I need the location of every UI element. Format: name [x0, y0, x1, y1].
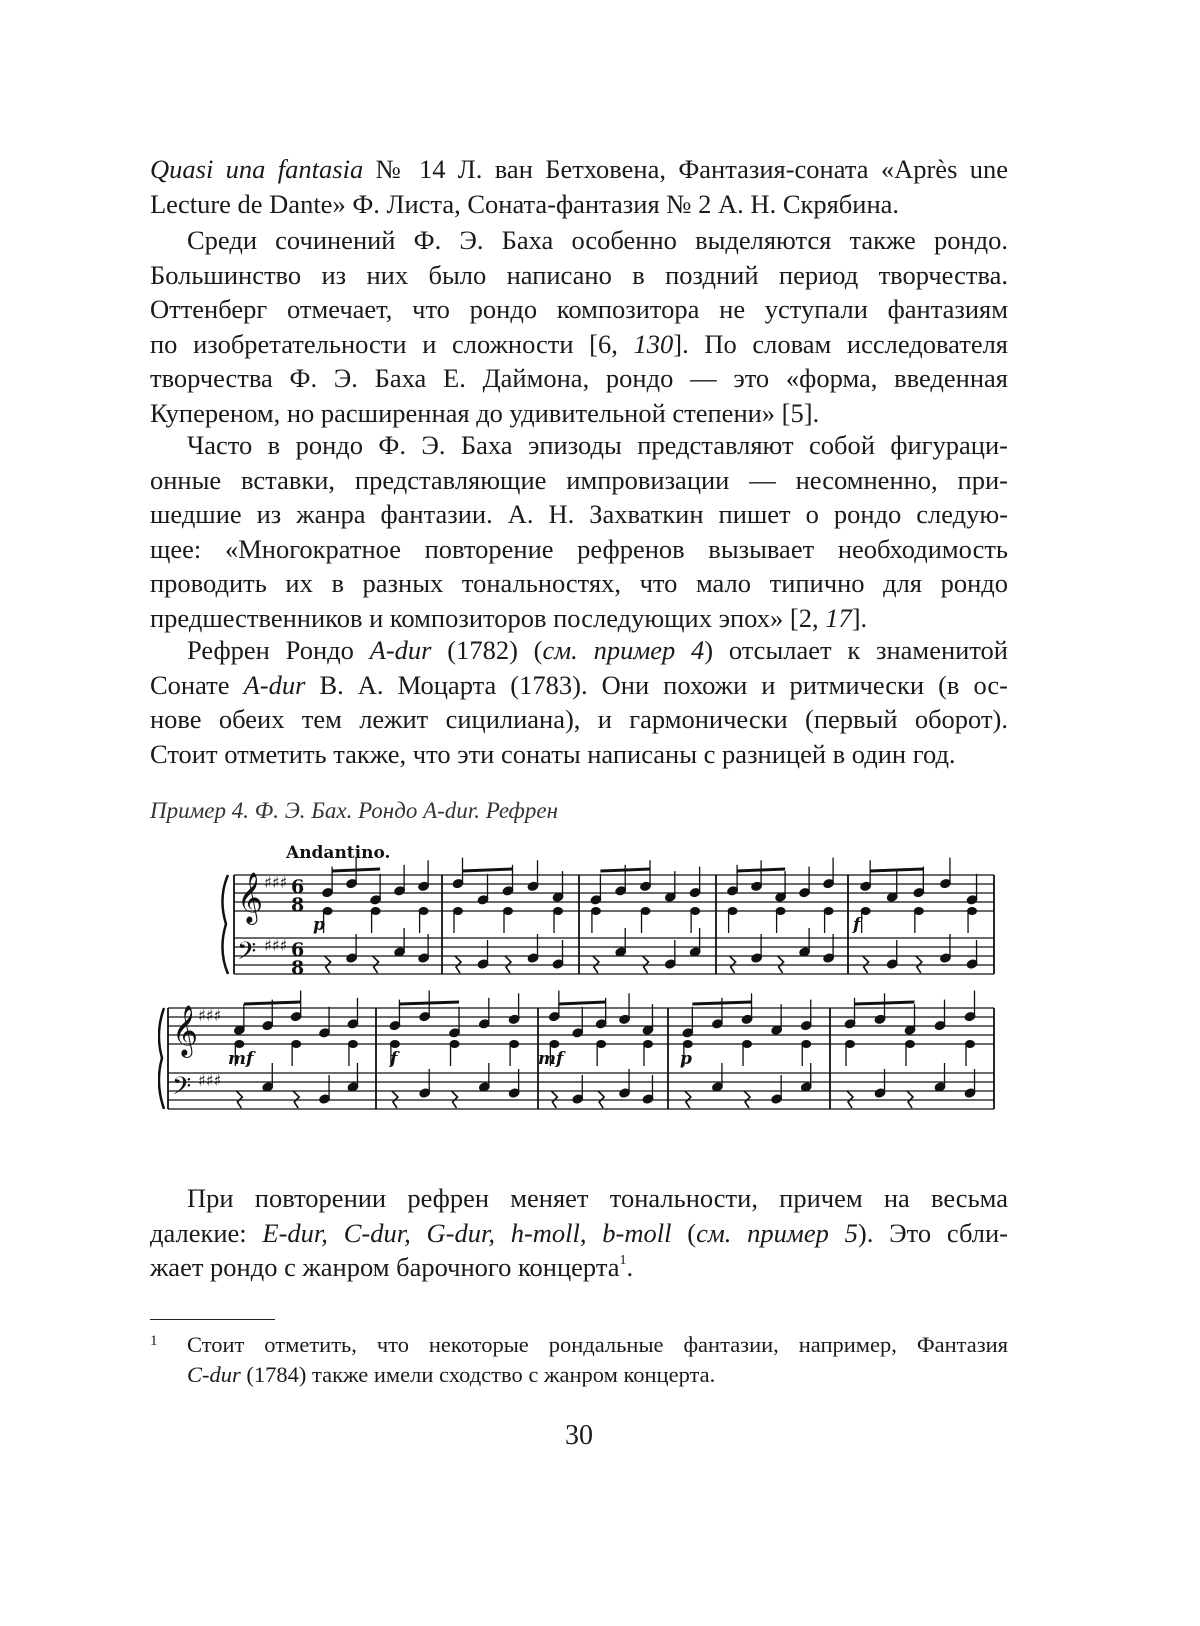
note-head — [348, 1041, 357, 1048]
text-line: творчества Ф. Э. Баха Е. Даймона, рондо — это «форма, введенная — [150, 363, 1008, 393]
note-head — [846, 1041, 855, 1048]
text-line: щее: «Многократное повторение рефренов вызывает необходимость — [150, 533, 1008, 564]
note-head — [450, 1041, 459, 1048]
text-line: по изобретательности и сложности [6, 130]. По словам исследователя — [150, 328, 1008, 359]
note-head — [968, 908, 977, 915]
note-beam — [600, 869, 650, 871]
note-head — [591, 908, 600, 915]
dynamic-marking: f — [853, 915, 861, 935]
text-line: C-dur (1784) также имели сходство с жанром концерта. — [187, 1362, 716, 1387]
note-beam — [463, 869, 513, 871]
dynamic-marking: f — [390, 1049, 398, 1069]
footnote-number: 1 — [150, 1333, 158, 1349]
bass-clef-icon: 𝄢 — [237, 937, 257, 972]
note-beam — [692, 1002, 751, 1004]
note-head — [292, 1041, 301, 1048]
text-line: проводить их в разных тональностях, что мало типично для рондо — [150, 568, 1008, 598]
tempo-marking: Andantino. — [286, 843, 391, 863]
note-beam — [737, 869, 785, 871]
paragraph-1 — [150, 152, 1008, 221]
note-head — [906, 1041, 915, 1048]
dynamic-marking: mf — [228, 1049, 254, 1069]
note-head — [802, 1041, 811, 1048]
bass-clef-icon: 𝄢 — [172, 1072, 192, 1107]
text-line: Большинство из них было написано в поздний период творчества. — [150, 259, 1008, 290]
note-beam — [332, 869, 380, 871]
treble-clef-icon: 𝄞 — [172, 1005, 199, 1056]
time-signature: 8 — [291, 957, 305, 979]
note-beam — [399, 1002, 459, 1004]
note-head — [966, 1041, 975, 1048]
time-signature: 6 — [291, 876, 305, 898]
text-line: Оттенберг отмечает, что рондо композитора не уступали фантазиям — [150, 294, 1008, 324]
treble-clef-icon: 𝄞 — [237, 872, 264, 923]
paragraph-2 — [150, 223, 1008, 430]
dynamic-marking: p — [313, 915, 325, 935]
text-line: предшественников и композиторов последующих эпох» [2, 17]. — [150, 602, 868, 633]
text-line: Рефрен Рондо A-dur (1782) (см. пример 4) отсылает к знаменитой — [187, 635, 1008, 665]
note-head — [641, 908, 650, 915]
text-line: жает рондо с жанром барочного концерта$^1$. — [150, 1252, 634, 1282]
text-line: нове обеих тем лежит сицилиана), и гармонически (первый оборот). — [150, 704, 1008, 734]
note-head — [454, 908, 463, 915]
note-head — [691, 908, 700, 915]
note-head — [390, 1041, 399, 1048]
brace — [222, 875, 228, 974]
sharp-icon: ♯♯♯ — [198, 1071, 222, 1090]
figure-caption: Пример 4. Ф. Э. Бах. Рондо A-dur. Рефрен — [150, 798, 559, 823]
brace — [159, 1008, 164, 1109]
note-head — [510, 1041, 519, 1048]
paragraph-3 — [150, 428, 1008, 635]
text-line: При повторении рефрен меняет тональности, причем на весьма — [187, 1183, 1008, 1213]
text-line: шедшие из жанра фантазии. А. Н. Захваткин пишет о рондо следую- — [150, 499, 1008, 529]
text-line: Стоит отметить также, что эти сонаты написаны с разницей в один год. — [150, 738, 956, 769]
note-head — [419, 908, 428, 915]
note-head — [597, 1041, 606, 1048]
text-line: Среди сочинений Ф. Э. Баха особенно выделяются также рондо. — [187, 225, 1008, 255]
text-line: онные вставки, представляющие импровизации — несомненно, при- — [150, 464, 1008, 495]
note-beam — [855, 1002, 915, 1004]
note-head — [504, 908, 513, 915]
note-head — [776, 908, 785, 915]
footnote — [150, 1330, 1008, 1390]
text-line: Сонате A-dur В. А. Моцарта (1783). Они похожи и ритмически (в ос- — [150, 669, 1008, 700]
paragraph-4 — [150, 633, 1008, 771]
sharp-icon: ♯♯♯ — [198, 1006, 222, 1025]
note-beam — [244, 1002, 301, 1004]
text-line: Часто в рондо Ф. Э. Баха эпизоды представляют собой фигураци- — [187, 430, 1008, 460]
note-head — [643, 1041, 652, 1048]
music-score — [158, 838, 1000, 1138]
note-beam — [559, 1002, 606, 1004]
note-head — [235, 1041, 244, 1048]
note-head — [683, 1041, 692, 1048]
sharp-icon: ♯♯♯ — [264, 873, 288, 892]
dynamic-marking: p — [680, 1049, 692, 1069]
notes — [233, 858, 978, 1108]
text-line: Lecture de Dante» Ф. Листа, Соната-фантазия № 2 А. Н. Скрябина. — [150, 188, 900, 219]
note-beam — [870, 869, 923, 871]
sharp-icon: ♯♯♯ — [264, 936, 288, 955]
time-signature: 6 — [291, 939, 305, 961]
time-signature: 8 — [291, 894, 305, 916]
text-line: Quasi una fantasia № 14 Л. ван Бетховена, Фантазия-соната «Après une — [150, 154, 1009, 184]
text-line: далекие: E-dur, C-dur, G-dur, h-moll, b-moll (см. пример 5). Это сбли- — [150, 1217, 1008, 1248]
note-head — [914, 908, 923, 915]
note-head — [554, 908, 563, 915]
footnote-ref[interactable]: 1 — [619, 1253, 627, 1268]
paragraph-5 — [150, 1181, 1008, 1285]
note-head — [550, 1041, 559, 1048]
text-line: Стоит отметить, что некоторые рондальные фантазии, например, Фантазия — [187, 1332, 1008, 1357]
note-head — [824, 908, 833, 915]
page-number: 30 — [565, 1420, 593, 1451]
note-head — [861, 908, 870, 915]
footnote-divider — [150, 1319, 275, 1320]
note-head — [371, 908, 380, 915]
note-head — [743, 1041, 752, 1048]
note-head — [728, 908, 737, 915]
text-line: Купереном, но расширенная до удивительной степени» [5]. — [150, 397, 820, 428]
note-head — [323, 908, 332, 915]
dynamic-marking: mf — [538, 1049, 564, 1069]
